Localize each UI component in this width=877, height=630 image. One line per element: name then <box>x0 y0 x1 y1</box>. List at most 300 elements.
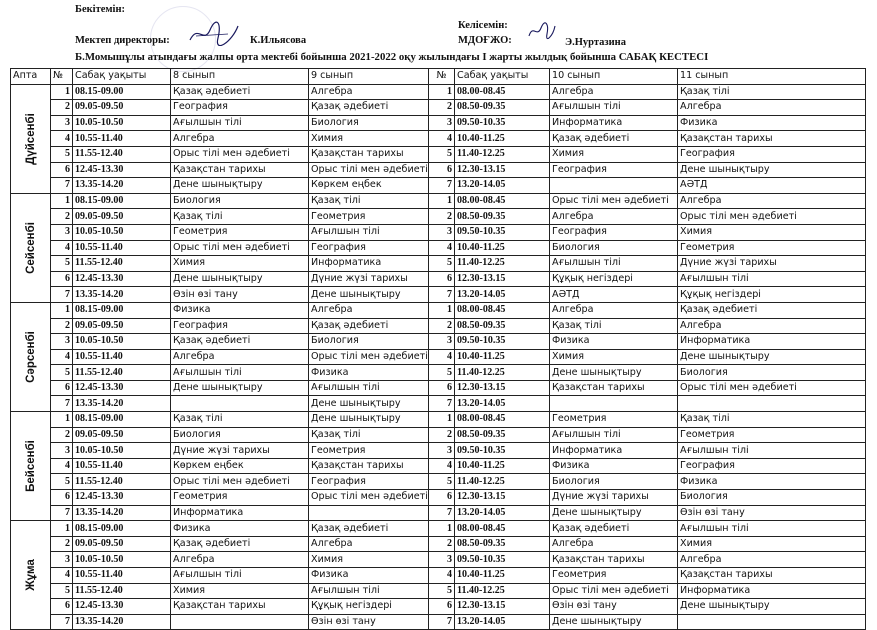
grade9-subject: Биология <box>309 115 429 131</box>
grade8-subject: Геометрия <box>171 490 309 506</box>
lesson-no: 7 <box>51 505 73 521</box>
lesson-time-2: 08.00-08.45 <box>455 302 550 318</box>
grade9-subject: Химия <box>309 552 429 568</box>
lesson-time: 10.05-10.50 <box>73 443 171 459</box>
director-name: К.Ильясова <box>250 35 307 46</box>
lesson-time-2: 08.50-09.35 <box>455 536 550 552</box>
lesson-no: 7 <box>51 287 73 303</box>
grade10-subject: География <box>550 224 678 240</box>
grade11-subject: Қазақ тілі <box>678 412 866 428</box>
table-row <box>11 536 866 552</box>
grade10-subject: Химия <box>550 146 678 162</box>
grade11-subject: Дене шынықтыру <box>678 349 866 365</box>
table-row <box>11 349 866 365</box>
grade8-subject: Көркем еңбек <box>171 458 309 474</box>
lesson-no-2: 6 <box>429 271 455 287</box>
grade8-subject: Өзін өзі тану <box>171 287 309 303</box>
lesson-no-2: 2 <box>429 427 455 443</box>
lesson-no-2: 5 <box>429 256 455 272</box>
grade10-subject: Ағылшын тілі <box>550 256 678 272</box>
lesson-time-2: 08.00-08.45 <box>455 193 550 209</box>
lesson-time-2: 08.50-09.35 <box>455 427 550 443</box>
lesson-time: 08.15-09.00 <box>73 84 171 100</box>
grade8-subject: Геометрия <box>171 224 309 240</box>
mdogzo-signature-icon <box>527 22 557 40</box>
table-row <box>11 318 866 334</box>
grade10-subject: Физика <box>550 334 678 350</box>
lesson-no-2: 4 <box>429 131 455 147</box>
grade8-subject: Қазақ әдебиеті <box>171 334 309 350</box>
lesson-no: 4 <box>51 131 73 147</box>
day-label: Бейсенбі <box>24 440 37 493</box>
grade11-subject: Геометрия <box>678 240 866 256</box>
lesson-time: 10.55-11.40 <box>73 240 171 256</box>
lesson-time-2: 12.30-13.15 <box>455 599 550 615</box>
col-grade8: 8 сынып <box>171 69 309 85</box>
grade9-subject <box>309 505 429 521</box>
grade9-subject: Физика <box>309 365 429 381</box>
grade9-subject: Дүние жүзі тарихы <box>309 271 429 287</box>
lesson-time: 12.45-13.30 <box>73 490 171 506</box>
grade8-subject: Химия <box>171 583 309 599</box>
lesson-time: 13.35-14.20 <box>73 614 171 630</box>
grade8-subject <box>171 396 309 412</box>
grade8-subject: Ағылшын тілі <box>171 365 309 381</box>
lesson-time-2: 10.40-11.25 <box>455 568 550 584</box>
table-row <box>11 178 866 194</box>
grade10-subject: Информатика <box>550 443 678 459</box>
lesson-time: 11.55-12.40 <box>73 256 171 272</box>
grade10-subject: Құқық негіздері <box>550 271 678 287</box>
lesson-no-2: 5 <box>429 146 455 162</box>
table-row <box>11 458 866 474</box>
grade11-subject: Алгебра <box>678 552 866 568</box>
lesson-time-2: 09.50-10.35 <box>455 443 550 459</box>
grade11-subject <box>678 396 866 412</box>
approved-label: Бекітемін: <box>75 4 126 15</box>
lesson-no: 7 <box>51 396 73 412</box>
lesson-no: 3 <box>51 115 73 131</box>
lesson-no: 1 <box>51 193 73 209</box>
grade9-subject: Орыс тілі мен әдебиеті <box>309 490 429 506</box>
director-label: Мектеп директоры: <box>75 35 170 46</box>
table-row <box>11 302 866 318</box>
lesson-no-2: 7 <box>429 396 455 412</box>
grade9-subject: Дене шынықтыру <box>309 287 429 303</box>
col-no: № <box>51 69 73 85</box>
lesson-time-2: 09.50-10.35 <box>455 334 550 350</box>
lesson-time: 09.05-09.50 <box>73 209 171 225</box>
table-row <box>11 100 866 116</box>
lesson-time-2: 10.40-11.25 <box>455 131 550 147</box>
grade10-subject: Қазақ әдебиеті <box>550 131 678 147</box>
lesson-no: 4 <box>51 458 73 474</box>
lesson-time-2: 13.20-14.05 <box>455 505 550 521</box>
lesson-no-2: 6 <box>429 490 455 506</box>
grade8-subject: Алгебра <box>171 131 309 147</box>
lesson-no-2: 7 <box>429 614 455 630</box>
grade9-subject: Алгебра <box>309 84 429 100</box>
lesson-no: 1 <box>51 302 73 318</box>
day-cell <box>11 84 51 193</box>
lesson-time: 13.35-14.20 <box>73 396 171 412</box>
grade10-subject: Алгебра <box>550 536 678 552</box>
table-row <box>11 412 866 428</box>
grade9-subject: Қазақстан тарихы <box>309 458 429 474</box>
grade8-subject: Дене шынықтыру <box>171 271 309 287</box>
table-row <box>11 427 866 443</box>
lesson-no: 1 <box>51 521 73 537</box>
grade10-subject: Алгебра <box>550 302 678 318</box>
grade9-subject: Физика <box>309 568 429 584</box>
table-row <box>11 380 866 396</box>
grade8-subject: Қазақстан тарихы <box>171 162 309 178</box>
lesson-time: 09.05-09.50 <box>73 427 171 443</box>
lesson-no: 5 <box>51 474 73 490</box>
lesson-time-2: 10.40-11.25 <box>455 458 550 474</box>
grade9-subject: Геометрия <box>309 209 429 225</box>
grade10-subject: Дене шынықтыру <box>550 614 678 630</box>
grade8-subject: География <box>171 318 309 334</box>
grade9-subject: Геометрия <box>309 443 429 459</box>
lesson-time: 09.05-09.50 <box>73 100 171 116</box>
lesson-time-2: 11.40-12.25 <box>455 474 550 490</box>
lesson-time-2: 11.40-12.25 <box>455 256 550 272</box>
agreed-label: Келісемін: <box>458 20 508 31</box>
table-row <box>11 240 866 256</box>
lesson-no: 2 <box>51 318 73 334</box>
grade9-subject: Қазақ тілі <box>309 427 429 443</box>
grade11-subject: Биология <box>678 490 866 506</box>
lesson-no: 2 <box>51 536 73 552</box>
grade8-subject: Физика <box>171 521 309 537</box>
grade10-subject: Қазақ әдебиеті <box>550 521 678 537</box>
grade9-subject: Ағылшын тілі <box>309 224 429 240</box>
lesson-no-2: 3 <box>429 552 455 568</box>
grade9-subject: Қазақ әдебиеті <box>309 521 429 537</box>
lesson-time: 13.35-14.20 <box>73 178 171 194</box>
grade11-subject: Алгебра <box>678 100 866 116</box>
lesson-time: 13.35-14.20 <box>73 505 171 521</box>
grade10-subject: Өзін өзі тану <box>550 599 678 615</box>
lesson-time-2: 09.50-10.35 <box>455 115 550 131</box>
grade9-subject: География <box>309 240 429 256</box>
lesson-no-2: 1 <box>429 302 455 318</box>
grade8-subject: Қазақ әдебиеті <box>171 536 309 552</box>
grade10-subject: АӘТД <box>550 287 678 303</box>
lesson-time: 11.55-12.40 <box>73 474 171 490</box>
table-row <box>11 505 866 521</box>
lesson-time: 10.55-11.40 <box>73 131 171 147</box>
lesson-time: 12.45-13.30 <box>73 599 171 615</box>
grade11-subject: Дене шынықтыру <box>678 599 866 615</box>
director-signature-icon <box>188 20 240 46</box>
lesson-no: 1 <box>51 412 73 428</box>
grade10-subject: Қазақ тілі <box>550 318 678 334</box>
grade8-subject: Дене шынықтыру <box>171 380 309 396</box>
lesson-time: 12.45-13.30 <box>73 380 171 396</box>
page-title: Б.Момышұлы атындағы жалпы орта мектебі бойынша 2021-2022 оқу жылындағы І жарты жылдық бойынша САБАҚ КЕСТЕСІ <box>75 51 709 63</box>
grade10-subject: Орыс тілі мен әдебиеті <box>550 193 678 209</box>
table-row <box>11 131 866 147</box>
grade8-subject: Орыс тілі мен әдебиеті <box>171 240 309 256</box>
grade9-subject: Химия <box>309 131 429 147</box>
lesson-no: 6 <box>51 380 73 396</box>
table-row <box>11 365 866 381</box>
grade11-subject: Қазақстан тарихы <box>678 568 866 584</box>
lesson-no: 7 <box>51 614 73 630</box>
grade8-subject: Қазақ тілі <box>171 209 309 225</box>
grade9-subject: Ағылшын тілі <box>309 583 429 599</box>
header-row <box>11 69 866 85</box>
lesson-no-2: 4 <box>429 458 455 474</box>
grade9-subject: Дене шынықтыру <box>309 412 429 428</box>
grade11-subject: Орыс тілі мен әдебиеті <box>678 209 866 225</box>
table-row <box>11 84 866 100</box>
lesson-time-2: 10.40-11.25 <box>455 349 550 365</box>
lesson-no: 6 <box>51 162 73 178</box>
grade9-subject: Дене шынықтыру <box>309 396 429 412</box>
grade10-subject: Геометрия <box>550 412 678 428</box>
day-label: Сейсенбі <box>24 221 37 274</box>
lesson-no-2: 5 <box>429 474 455 490</box>
table-row <box>11 146 866 162</box>
lesson-no: 3 <box>51 334 73 350</box>
lesson-time: 10.55-11.40 <box>73 349 171 365</box>
lesson-no-2: 6 <box>429 599 455 615</box>
lesson-time: 10.05-10.50 <box>73 334 171 350</box>
lesson-time-2: 08.00-08.45 <box>455 412 550 428</box>
grade10-subject: Алгебра <box>550 84 678 100</box>
lesson-no: 5 <box>51 146 73 162</box>
lesson-time: 10.05-10.50 <box>73 552 171 568</box>
lesson-time-2: 13.20-14.05 <box>455 178 550 194</box>
lesson-time: 10.05-10.50 <box>73 224 171 240</box>
lesson-no-2: 4 <box>429 568 455 584</box>
grade8-subject: Биология <box>171 193 309 209</box>
lesson-no-2: 2 <box>429 536 455 552</box>
grade10-subject: Физика <box>550 458 678 474</box>
lesson-no: 6 <box>51 271 73 287</box>
table-row <box>11 271 866 287</box>
lesson-no: 2 <box>51 427 73 443</box>
lesson-time: 08.15-09.00 <box>73 193 171 209</box>
lesson-time-2: 08.00-08.45 <box>455 84 550 100</box>
lesson-no: 6 <box>51 599 73 615</box>
lesson-no-2: 1 <box>429 412 455 428</box>
col-time: Сабақ уақыты <box>73 69 171 85</box>
lesson-time: 12.45-13.30 <box>73 271 171 287</box>
lesson-no-2: 2 <box>429 318 455 334</box>
grade11-subject: Информатика <box>678 334 866 350</box>
day-label: Сәрсенбі <box>24 331 37 383</box>
lesson-no-2: 4 <box>429 349 455 365</box>
grade10-subject: Дене шынықтыру <box>550 505 678 521</box>
grade10-subject: Ағылшын тілі <box>550 100 678 116</box>
table-row <box>11 521 866 537</box>
lesson-time-2: 13.20-14.05 <box>455 396 550 412</box>
schedule-body <box>11 84 866 630</box>
grade9-subject: Орыс тілі мен әдебиеті <box>309 162 429 178</box>
table-row <box>11 115 866 131</box>
col-grade10: 10 сынып <box>550 69 678 85</box>
grade9-subject: Биология <box>309 334 429 350</box>
lesson-time-2: 09.50-10.35 <box>455 224 550 240</box>
lesson-time-2: 08.50-09.35 <box>455 100 550 116</box>
lesson-no-2: 2 <box>429 209 455 225</box>
grade10-subject: География <box>550 162 678 178</box>
lesson-no: 2 <box>51 209 73 225</box>
table-row <box>11 474 866 490</box>
schedule-table <box>10 68 866 630</box>
grade8-subject: Орыс тілі мен әдебиеті <box>171 474 309 490</box>
lesson-time-2: 12.30-13.15 <box>455 162 550 178</box>
col-grade9: 9 сынып <box>309 69 429 85</box>
grade8-subject: Информатика <box>171 505 309 521</box>
lesson-no: 1 <box>51 84 73 100</box>
table-row <box>11 256 866 272</box>
lesson-time-2: 12.30-13.15 <box>455 271 550 287</box>
lesson-no-2: 5 <box>429 583 455 599</box>
grade10-subject: Биология <box>550 474 678 490</box>
grade8-subject: Химия <box>171 256 309 272</box>
lesson-no-2: 3 <box>429 443 455 459</box>
grade10-subject: Орыс тілі мен әдебиеті <box>550 583 678 599</box>
lesson-no: 7 <box>51 178 73 194</box>
grade9-subject: Өзін өзі тану <box>309 614 429 630</box>
grade10-subject: Дене шынықтыру <box>550 365 678 381</box>
grade11-subject: Ағылшын тілі <box>678 521 866 537</box>
lesson-time: 11.55-12.40 <box>73 583 171 599</box>
grade8-subject: Биология <box>171 427 309 443</box>
table-row <box>11 568 866 584</box>
lesson-no: 3 <box>51 552 73 568</box>
grade8-subject: Қазақ тілі <box>171 412 309 428</box>
grade8-subject: Физика <box>171 302 309 318</box>
grade8-subject: Ағылшын тілі <box>171 115 309 131</box>
grade11-subject: Химия <box>678 536 866 552</box>
lesson-no: 3 <box>51 443 73 459</box>
grade10-subject: Химия <box>550 349 678 365</box>
table-row <box>11 490 866 506</box>
grade11-subject: Қазақ тілі <box>678 84 866 100</box>
lesson-time-2: 09.50-10.35 <box>455 552 550 568</box>
lesson-time: 10.55-11.40 <box>73 458 171 474</box>
grade9-subject: Көркем еңбек <box>309 178 429 194</box>
col-grade11: 11 сынып <box>678 69 866 85</box>
lesson-time-2: 10.40-11.25 <box>455 240 550 256</box>
grade10-subject <box>550 396 678 412</box>
grade11-subject: АӘТД <box>678 178 866 194</box>
grade9-subject: Орыс тілі мен әдебиеті <box>309 349 429 365</box>
day-label: Дүйсенбі <box>24 112 37 165</box>
grade8-subject: География <box>171 100 309 116</box>
lesson-time: 08.15-09.00 <box>73 412 171 428</box>
grade8-subject: Қазақ әдебиеті <box>171 84 309 100</box>
grade11-subject: Дүние жүзі тарихы <box>678 256 866 272</box>
grade9-subject: Алгебра <box>309 536 429 552</box>
grade11-subject: Қазақ әдебиеті <box>678 302 866 318</box>
lesson-time-2: 12.30-13.15 <box>455 380 550 396</box>
grade11-subject: Дене шынықтыру <box>678 162 866 178</box>
grade11-subject: Биология <box>678 365 866 381</box>
grade11-subject: Орыс тілі мен әдебиеті <box>678 380 866 396</box>
lesson-time: 11.55-12.40 <box>73 146 171 162</box>
lesson-no: 4 <box>51 240 73 256</box>
table-row <box>11 583 866 599</box>
grade11-subject: Алгебра <box>678 318 866 334</box>
grade10-subject: Биология <box>550 240 678 256</box>
lesson-no: 4 <box>51 349 73 365</box>
grade9-subject: Қазақ әдебиеті <box>309 100 429 116</box>
col-no2: № <box>429 69 455 85</box>
grade11-subject: Физика <box>678 474 866 490</box>
lesson-time: 12.45-13.30 <box>73 162 171 178</box>
lesson-no-2: 3 <box>429 334 455 350</box>
lesson-no-2: 6 <box>429 380 455 396</box>
grade10-subject: Ағылшын тілі <box>550 427 678 443</box>
grade9-subject: Ағылшын тілі <box>309 380 429 396</box>
grade10-subject <box>550 178 678 194</box>
lesson-time-2: 11.40-12.25 <box>455 583 550 599</box>
grade8-subject: Қазақстан тарихы <box>171 599 309 615</box>
table-row <box>11 287 866 303</box>
day-cell <box>11 193 51 302</box>
grade11-subject: Геометрия <box>678 427 866 443</box>
grade8-subject: Ағылшын тілі <box>171 568 309 584</box>
grade10-subject: Геометрия <box>550 568 678 584</box>
grade9-subject: Қазақстан тарихы <box>309 146 429 162</box>
lesson-time-2: 11.40-12.25 <box>455 365 550 381</box>
grade11-subject: Ағылшын тілі <box>678 443 866 459</box>
grade11-subject: Ағылшын тілі <box>678 271 866 287</box>
lesson-no: 6 <box>51 490 73 506</box>
lesson-no: 5 <box>51 256 73 272</box>
lesson-no-2: 3 <box>429 224 455 240</box>
lesson-time: 08.15-09.00 <box>73 521 171 537</box>
grade11-subject: Құқық негіздері <box>678 287 866 303</box>
grade8-subject: Алгебра <box>171 552 309 568</box>
col-time2: Сабақ уақыты <box>455 69 550 85</box>
day-label: Жұма <box>24 559 37 592</box>
mdogzo-name: Э.Нуртазина <box>565 37 626 48</box>
grade8-subject: Орыс тілі мен әдебиеті <box>171 146 309 162</box>
mdogzo-label: МДОҒЖО: <box>458 35 512 46</box>
grade10-subject: Қазақстан тарихы <box>550 380 678 396</box>
grade9-subject: География <box>309 474 429 490</box>
grade9-subject: Құқық негіздері <box>309 599 429 615</box>
lesson-time: 11.55-12.40 <box>73 365 171 381</box>
table-row <box>11 396 866 412</box>
table-row <box>11 224 866 240</box>
lesson-time: 09.05-09.50 <box>73 536 171 552</box>
grade8-subject: Алгебра <box>171 349 309 365</box>
lesson-no: 5 <box>51 583 73 599</box>
lesson-time-2: 08.00-08.45 <box>455 521 550 537</box>
grade11-subject: География <box>678 146 866 162</box>
grade11-subject: Информатика <box>678 583 866 599</box>
grade11-subject: Өзін өзі тану <box>678 505 866 521</box>
lesson-no: 3 <box>51 224 73 240</box>
lesson-no-2: 7 <box>429 287 455 303</box>
lesson-time: 13.35-14.20 <box>73 287 171 303</box>
lesson-no-2: 1 <box>429 521 455 537</box>
lesson-time-2: 08.50-09.35 <box>455 318 550 334</box>
day-cell <box>11 412 51 521</box>
lesson-time: 08.15-09.00 <box>73 302 171 318</box>
grade8-subject: Дүние жүзі тарихы <box>171 443 309 459</box>
grade10-subject: Информатика <box>550 115 678 131</box>
